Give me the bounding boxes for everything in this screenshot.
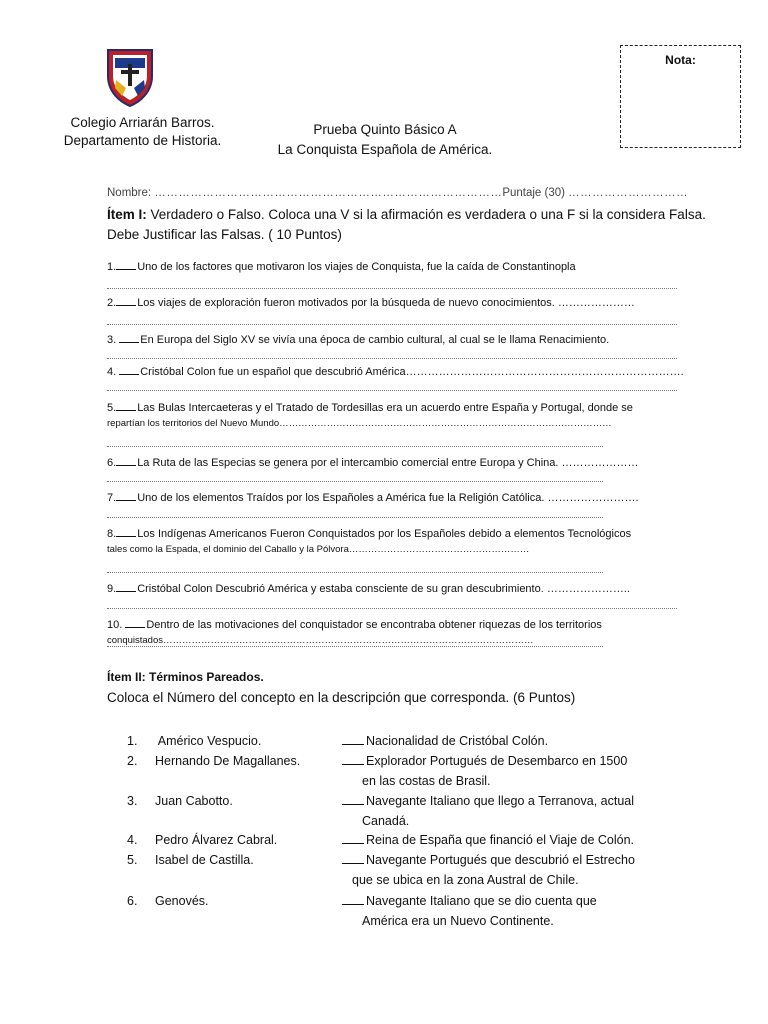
term-name: Juan Cabotto. [155, 794, 233, 808]
question-text: La Ruta de las Especias se genera por el intercambio comercial entre Europa y China. ………………… [137, 457, 639, 469]
match-blank[interactable] [342, 831, 364, 844]
term-name: Pedro Álvarez Cabral. [155, 833, 278, 847]
question-number: 4. [107, 366, 120, 378]
question-text: Uno de los factores que motivaron los viajes de Conquista, fue la caída de Constantinopla [137, 261, 576, 273]
term-number: 3. [127, 794, 138, 808]
item1-instruction-a: Verdadero o Falso. Coloca una V si la afirmación es verdadera o una F si la considera Falsa. [150, 207, 706, 222]
description-continuation: Canadá. [362, 814, 410, 828]
question-text: Dentro de las motivaciones del conquistador se encontraba obtener riquezas de los territorios [146, 619, 602, 631]
question-text: En Europa del Siglo XV se vivía una época de cambio cultural, al cual se le llama Renacimiento. [140, 334, 610, 346]
justification-line[interactable] [107, 390, 677, 391]
school-info [40, 114, 245, 150]
question-number: 7. [107, 492, 117, 504]
question-7 [107, 489, 707, 506]
test-course: Prueba Quinto Básico A [313, 122, 457, 137]
answer-blank[interactable] [116, 399, 136, 411]
question-1 [107, 258, 707, 275]
term-2 [127, 751, 300, 771]
question-2 [107, 294, 707, 311]
description-2 [342, 751, 682, 791]
description-6 [342, 891, 682, 931]
term-name: Hernando De Magallanes. [155, 754, 301, 768]
question-4 [107, 363, 707, 380]
question-text: Los Indígenas Americanos Fueron Conquistados por los Españoles debido a elementos Tecnológicos [137, 528, 632, 540]
match-blank[interactable] [342, 752, 364, 765]
description-continuation: en las costas de Brasil. [362, 774, 491, 788]
question-3 [107, 331, 707, 348]
score-label: Puntaje (30) [502, 187, 565, 199]
question-text: Los viajes de exploración fueron motivados por la búsqueda de nuevo conocimientos. ………………… [137, 297, 635, 309]
question-10 [107, 616, 707, 649]
question-8 [107, 525, 707, 558]
justification-line[interactable] [107, 324, 677, 325]
justification-line[interactable] [107, 446, 603, 447]
description-text: Navegante Italiano que llego a Terranova, actual [366, 794, 635, 808]
name-score-line [107, 187, 707, 199]
question-continuation: tales como la Espada, el dominio del Caballo y la Pólvora………………………………………………… [107, 544, 530, 555]
description-text: Navegante Italiano que se dio cuenta que [366, 894, 597, 908]
answer-blank[interactable] [116, 489, 136, 501]
answer-blank[interactable] [116, 294, 136, 306]
term-number: 6. [127, 894, 138, 908]
description-continuation: que se ubica en la zona Austral de Chile. [352, 873, 579, 887]
description-continuation: América era un Nuevo Continente. [362, 914, 554, 928]
item2-instruction: Coloca el Número del concepto en la descripción que corresponda. (6 Puntos) [107, 690, 576, 705]
term-number: 2. [127, 754, 138, 768]
question-text: Cristóbal Colon fue un español que descubrió América…………………………………………………………………. [140, 366, 684, 378]
grade-box [620, 45, 741, 148]
score-field[interactable]: ………………………… [568, 187, 689, 199]
term-3 [127, 791, 233, 811]
description-text: Reina de España que financió el Viaje de Colón. [366, 833, 635, 847]
question-number: 5. [107, 402, 117, 414]
description-3 [342, 791, 682, 831]
term-number: 5. [127, 853, 138, 867]
answer-blank[interactable] [116, 580, 136, 592]
item2-title: Ítem II: Términos Pareados. [107, 670, 264, 684]
answer-blank[interactable] [116, 525, 136, 537]
justification-line[interactable] [107, 358, 677, 359]
question-6 [107, 454, 707, 471]
description-4 [342, 830, 682, 850]
question-text: Uno de los elementos Traídos por los Españoles a América fue la Religión Católica. ……………………. [137, 492, 639, 504]
description-text: Nacionalidad de Cristóbal Colón. [366, 734, 549, 748]
test-topic: La Conquista Española de América. [277, 142, 493, 157]
term-6 [127, 891, 209, 911]
school-crest-icon [104, 46, 156, 108]
justification-line[interactable] [107, 646, 603, 647]
question-number: 2. [107, 297, 117, 309]
question-5 [107, 399, 707, 432]
justification-line[interactable] [107, 288, 677, 289]
term-name: Isabel de Castilla. [155, 853, 254, 867]
term-number: 4. [127, 833, 138, 847]
match-blank[interactable] [342, 851, 364, 864]
answer-blank[interactable] [125, 616, 145, 628]
term-1 [127, 731, 261, 751]
school-name: Colegio Arriarán Barros. [70, 115, 215, 130]
justification-line[interactable] [107, 517, 603, 518]
item1-title: Ítem I: [107, 207, 147, 222]
question-text: Cristóbal Colon Descubrió América y estaba consciente de su gran descubrimiento. ………………….. [137, 583, 630, 595]
question-text: Las Bulas Intercaeteras y el Tratado de Tordesillas era un acuerdo entre España y Portugal, donde se [137, 402, 633, 414]
justification-line[interactable] [107, 608, 677, 609]
question-number: 3. [107, 334, 120, 346]
question-continuation: repartían los territorios del Nuevo Mundo…………………………………………………………………………………………… [107, 418, 612, 429]
question-number: 1. [107, 261, 117, 273]
question-continuation: conquistados……………………………………………………………………………………………………… [107, 635, 534, 646]
match-blank[interactable] [342, 792, 364, 805]
department-name: Departamento de Historia. [63, 133, 222, 148]
answer-blank[interactable] [119, 331, 139, 343]
justification-line[interactable] [107, 481, 603, 482]
question-number: 8. [107, 528, 117, 540]
term-name: Américo Vespucio. [155, 734, 262, 748]
description-1 [342, 731, 682, 751]
answer-blank[interactable] [116, 258, 136, 270]
item1-heading [107, 205, 707, 245]
question-number: 6. [107, 457, 117, 469]
description-text: Navegante Portugués que descubrió el Estrecho [366, 853, 635, 867]
grade-label: Nota: [665, 53, 696, 67]
answer-blank[interactable] [116, 454, 136, 466]
test-title [250, 120, 520, 160]
question-number: 10. [107, 619, 126, 631]
question-9 [107, 580, 707, 597]
term-name: Genovés. [155, 894, 209, 908]
item1-instruction-b: Debe Justificar las Falsas. ( 10 Puntos) [107, 227, 342, 242]
question-number: 9. [107, 583, 117, 595]
name-label: Nombre: [107, 187, 152, 199]
description-text: Explorador Portugués de Desembarco en 1500 [366, 754, 628, 768]
match-blank[interactable] [342, 892, 364, 905]
term-4 [127, 830, 277, 850]
description-5 [342, 850, 682, 890]
justification-line[interactable] [107, 572, 603, 573]
term-5 [127, 850, 254, 870]
term-number: 1. [127, 734, 138, 748]
match-blank[interactable] [342, 732, 364, 745]
answer-blank[interactable] [119, 363, 139, 375]
name-field[interactable]: …………………………………………………………………………… [154, 187, 503, 199]
